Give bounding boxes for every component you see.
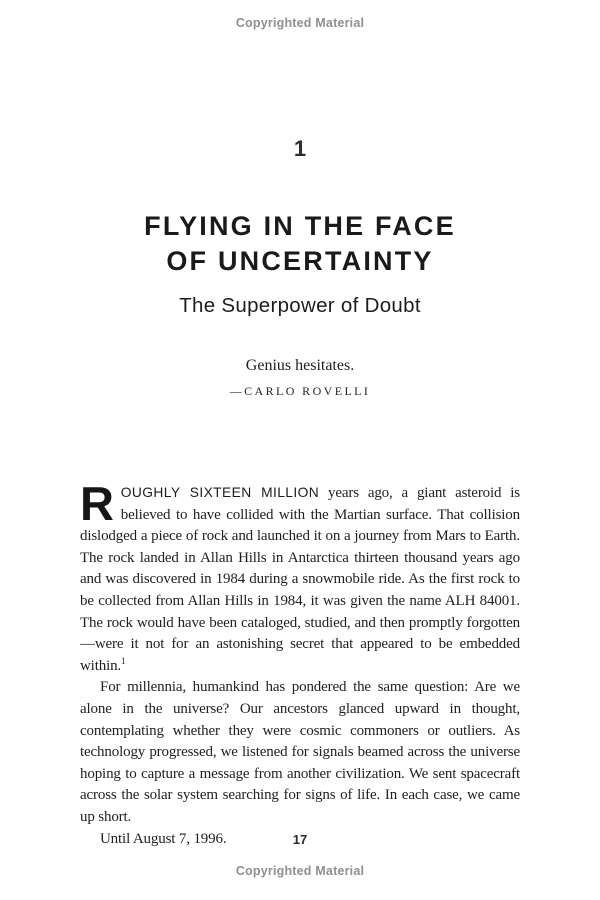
body-text: [80, 477, 520, 850]
footnote-reference: 1: [121, 656, 126, 667]
chapter-title-line2: OF UNCERTAINTY: [166, 246, 434, 276]
epigraph: [0, 357, 600, 399]
epigraph-attribution: —CARLO ROVELLI: [229, 384, 371, 398]
epigraph-quote: Genius hesitates.: [245, 357, 355, 374]
chapter-title: [0, 209, 600, 279]
copyright-notice-bottom: Copyrighted Material: [235, 864, 365, 878]
chapter-title-line1: FLYING IN THE FACE: [144, 211, 456, 241]
chapter-number: 1: [293, 136, 307, 161]
dropcap-letter: R: [80, 477, 114, 530]
chapter-subtitle: The Superpower of Doubt: [179, 294, 421, 317]
copyright-notice-top: Copyrighted Material: [235, 16, 365, 30]
paragraph-1-text: years ago, a giant asteroid is believed to have collided with the Martian surface. That collision dislodged a piece of rock and launched it on a journey from Mars to Earth. The rock landed in Allan Hills in Antarctica thirteen thousand years ago and was discovered in 1984 during a snowmobile ride. As the first rock to be collected from Allan Hills in 1984, it was given the name ALH 84001. The rock would have been cataloged, studied, and then promptly forgotten—were it not for an astonishing secret that appeared to be embedded within.: [80, 485, 520, 674]
paragraph-2: For millennia, humankind has pondered the same question: Are we alone in the universe? Our ancestors glanced upward in thought, contemplating whether they were cosmic commoners or outliers. As technology progressed, we listened for signals beamed across the universe hoping to capture a message from another civilization. We sent spacecraft across the solar system searching for signs of life. In each case, we came up short.: [80, 679, 520, 825]
paragraph-1: [80, 477, 520, 677]
page-number: 17: [292, 832, 308, 847]
lead-in-text: OUGHLY SIXTEEN MILLION: [120, 485, 320, 500]
paragraph-3: Until August 7, 1996.: [100, 830, 227, 847]
